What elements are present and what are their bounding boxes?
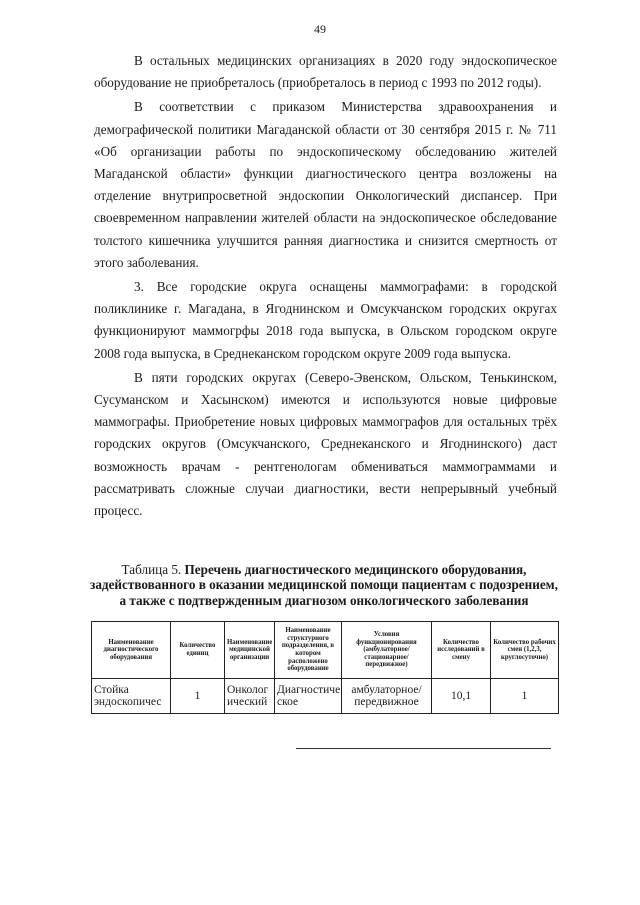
paragraph: В соответствии с приказом Министерства здравоохранения и демографической политики Магаданской области от 30 сентября 2015 г. № 711 «Об организации работы по эндоскопическому обследованию жителей Магаданской области» функции диагностического центра возложены на отделение внутрипросветной эндоскопии Онкологический диспансер. При своевременном направлении жителей области на эндоскопическое обследование толстого кишечника улучшится ранняя диагностика и снизится смертность от этого заболевания.	[94, 99, 557, 270]
table-cell: 1	[491, 679, 559, 714]
table-header-cell: Наименование структурного подразделения, в котором расположено оборудование	[275, 622, 342, 679]
table-cell: 1	[171, 679, 225, 714]
table-cell: амбулаторное/ передвижное	[342, 679, 432, 714]
table-caption-title: Перечень диагностического медицинского оборудования, задействованного в оказании медицинской помощи пациентам с подозрением, а также с подтвержденным диагнозом онкологического заболевания	[90, 562, 558, 608]
table-caption	[90, 562, 558, 608]
table-cell: Диагностиче ское	[275, 679, 342, 714]
table-header-row	[92, 622, 559, 679]
table-header-cell: Наименование диагностического оборудования	[92, 622, 171, 679]
paragraph: В остальных медицинских организациях в 2020 году эндоскопическое оборудование не приобреталось (приобреталось в период с 1993 по 2012 годы).	[94, 53, 557, 91]
page-number: 49	[314, 22, 326, 36]
table-header-cell: Количество единиц	[171, 622, 225, 679]
table-row	[92, 679, 559, 714]
table-cell: Онколог ический	[225, 679, 275, 714]
table-header-cell: Количество исследований в смену	[432, 622, 491, 679]
table-caption-prefix: Таблица 5.	[121, 562, 185, 577]
body-text	[94, 50, 557, 524]
equipment-table	[91, 621, 559, 714]
footnote-divider	[296, 748, 551, 749]
table-header-cell: Условия функционирования (амбулаторное/ стационарное/ передвижное)	[342, 622, 432, 679]
table-header-cell: Количество рабочих смен (1,2,3, круглосуточно)	[491, 622, 559, 679]
table-header-cell: Наименование медицинской организации	[225, 622, 275, 679]
paragraph: 3. Все городские округа оснащены маммографами: в городской поликлинике г. Магадана, в Ягоднинском и Омсукчанском городских округах функционируют маммогрфы 2018 года выпуска, в Ольском городском округе 2008 года выпуска, в Среднеканском городском округе 2009 года выпуска.	[94, 279, 557, 361]
table-cell: Стойка эндоскопичес	[92, 679, 171, 714]
paragraph: В пяти городских округах (Северо-Эвенском, Ольском, Тенькинском, Сусуманском и Хасынском) имеются и используются новые цифровые маммографы. Приобретение новых цифровых маммографов для остальных трёх городских округов (Омсукчанского, Среднеканского и Ягоднинского) даст возможность врачам - рентгенологам обмениваться маммограммами и рассматривать сложные случаи диагностики, вести непрерывный учебный процесс.	[94, 369, 557, 519]
table-cell: 10,1	[432, 679, 491, 714]
